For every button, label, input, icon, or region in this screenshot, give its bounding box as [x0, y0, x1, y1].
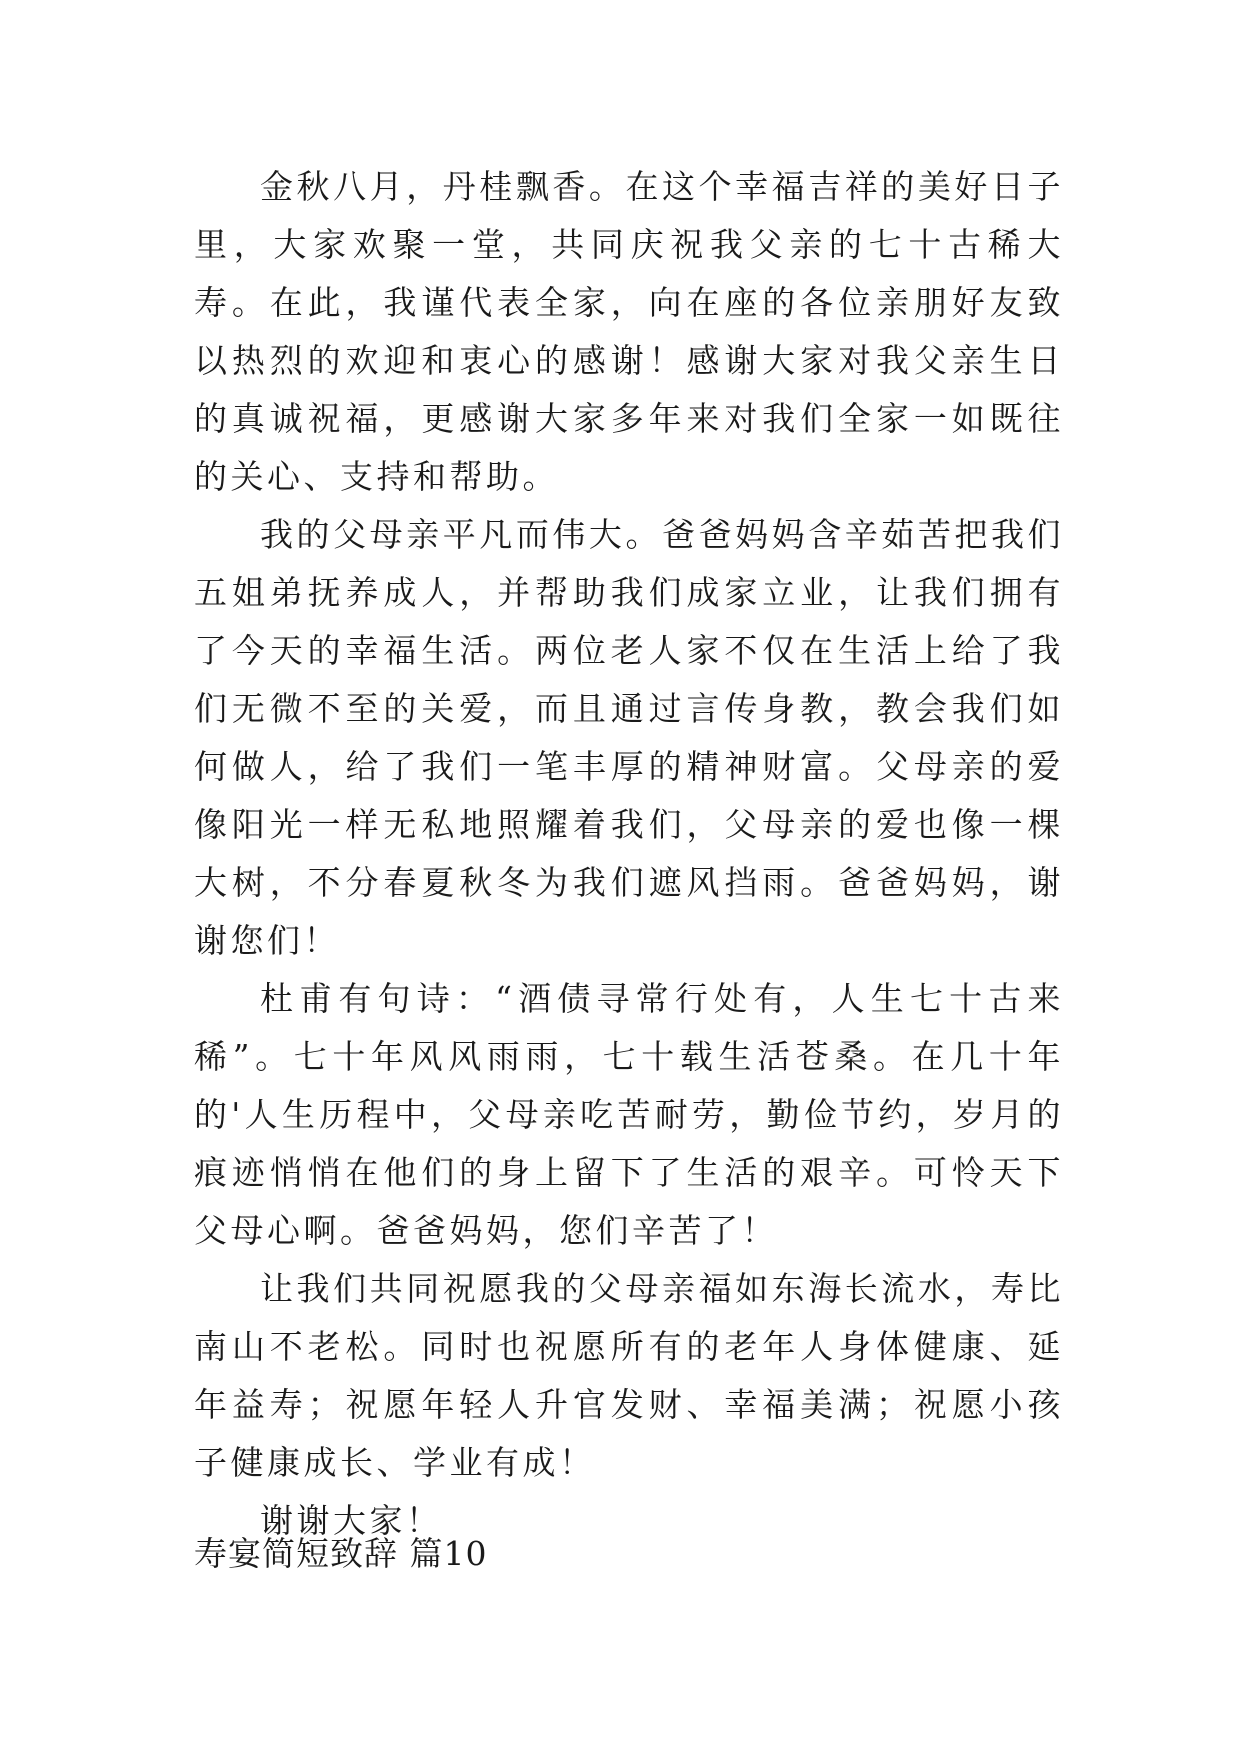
paragraph-opening: 金秋八月，丹桂飘香。在这个幸福吉祥的美好日子里，大家欢聚一堂，共同庆祝我父亲的七十古稀大寿。在此，我谨代表全家，向在座的各位亲朋好友致以热烈的欢迎和衷心的感谢！感谢大家对我父亲生日的真诚祝福，更感谢大家多年来对我们全家一如既往的关心、支持和帮助。: [194, 167, 1064, 496]
speech-body: [194, 158, 1064, 1550]
section-heading: 寿宴简短致辞 篇10: [194, 1534, 488, 1573]
paragraph-thanks: 谢谢大家！: [260, 1501, 443, 1540]
paragraph-poem: 杜甫有句诗：“酒债寻常行处有，人生七十古来稀”。七十年风风雨雨，七十载生活苍桑。在几十年的'人生历程中，父母亲吃苦耐劳，勤俭节约，岁月的痕迹悄悄在他们的身上留下了生活的艰辛。可怜天下父母心啊。爸爸妈妈，您们辛苦了！: [194, 979, 1064, 1250]
paragraph-wishes: 让我们共同祝愿我的父母亲福如东海长流水，寿比南山不老松。同时也祝愿所有的老年人身体健康、延年益寿；祝愿年轻人升官发财、幸福美满；祝愿小孩子健康成长、学业有成！: [194, 1269, 1064, 1482]
paragraph-parents: 我的父母亲平凡而伟大。爸爸妈妈含辛茹苦把我们五姐弟抚养成人，并帮助我们成家立业，让我们拥有了今天的幸福生活。两位老人家不仅在生活上给了我们无微不至的关爱，而且通过言传身教，教会我们如何做人，给了我们一笔丰厚的精神财富。父母亲的爱像阳光一样无私地照耀着我们，父母亲的爱也像一棵大树，不分春夏秋冬为我们遮风挡雨。爸爸妈妈，谢谢您们！: [194, 515, 1064, 960]
